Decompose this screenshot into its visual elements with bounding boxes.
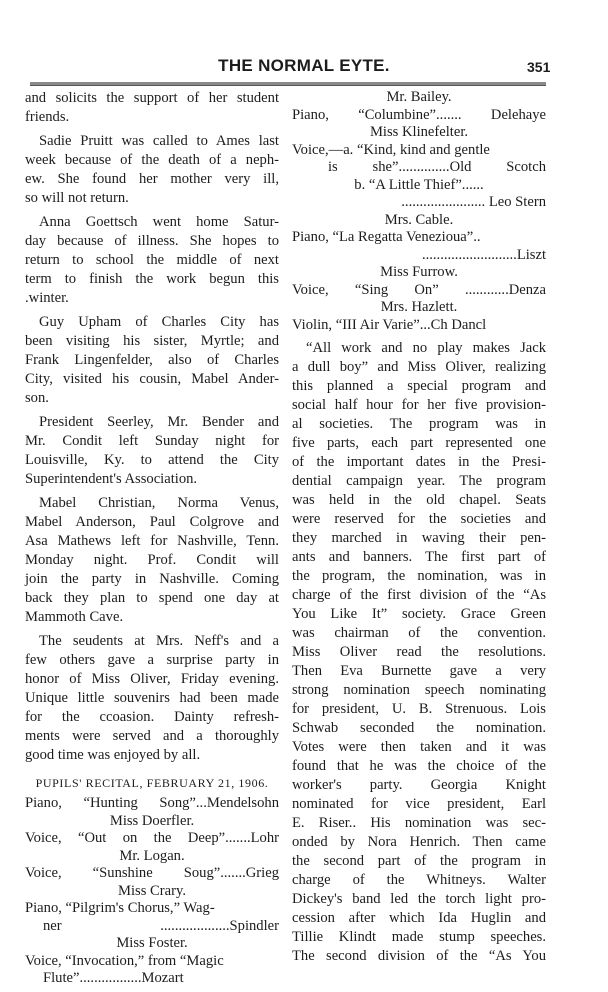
recital-heading: PUPILS' RECITAL, FEBRUARY 21, 1906. xyxy=(35,776,269,790)
text-line: they marched in waving their pen- xyxy=(292,530,546,546)
text-line: worker's party. Georgia Knight xyxy=(292,777,546,793)
text-line: Mabel Anderson, Paul Colgrove and xyxy=(25,514,279,530)
text-line: Dickey's band led the torch light pro- xyxy=(292,891,546,907)
text-line: was held in the old chapel. Seats xyxy=(292,492,546,508)
text-line: ew. She found her mother very ill, xyxy=(25,171,279,187)
text-line: .winter. xyxy=(25,290,69,306)
text-line: President Seerley, Mr. Bender and xyxy=(39,414,279,430)
text-line: Superintendent's Association. xyxy=(25,471,198,487)
text-line: the program, the nomination, was in xyxy=(292,568,546,584)
text-line: for president, U. B. Strenuous. Lois xyxy=(292,701,546,717)
text-line: for the ccoasion. Dainty refresh- xyxy=(25,709,279,725)
text-line: Then Eva Burnette gave a very xyxy=(292,663,546,679)
text-line: return to school the middle of next xyxy=(25,252,279,268)
paragraph xyxy=(25,632,279,765)
performer: Mr. Bailey. xyxy=(386,89,452,105)
program-item: Voice, “Invocation,” from “Magic xyxy=(25,952,224,969)
text-line: Miss Oliver read the resolutions. xyxy=(292,644,546,660)
text-line: Mr. Condit left Sunday night for xyxy=(25,433,279,449)
text-line: Sadie Pruitt was called to Ames last xyxy=(39,133,279,149)
text-line: good time was enjoyed by all. xyxy=(25,747,201,763)
text-line: E. Riser.. His nomination was sec- xyxy=(292,815,546,831)
text-line: was chairman of the convention. xyxy=(292,625,546,641)
program-item: Piano, “La Regatta Venezioua”.. xyxy=(292,229,481,245)
text-line: so will not return. xyxy=(25,190,129,206)
paragraph xyxy=(25,494,279,627)
performer: Miss Doerfler. xyxy=(109,812,195,829)
text-line: Votes were then taken and it was xyxy=(292,739,546,755)
text-line: Unique little souvenirs had been made xyxy=(25,690,279,706)
text-line: strong nomination speech nominating xyxy=(292,682,546,698)
performer: Miss Furrow. xyxy=(380,264,458,280)
text-line: nominated for vice president, Earl xyxy=(292,796,546,812)
text-line: were reserved for the societies and xyxy=(292,511,546,527)
page-number: 351 xyxy=(527,59,551,75)
text-line: social half hour for her five provision- xyxy=(292,397,546,413)
text-line: five parts, each part represented one xyxy=(292,435,546,451)
program-item: Voice,—a. “Kind, kind and gentle xyxy=(292,141,490,158)
text-line: cession after which Ida Huglin and xyxy=(292,910,546,926)
text-line: Schwab seconded the nomination. xyxy=(292,720,546,736)
text-line: You Like It” society. Grace Green xyxy=(292,606,546,622)
text-line: ants and banners. The first part of xyxy=(292,549,546,565)
text-line: the second part of the program in xyxy=(292,853,546,869)
program-item: ner ...................Spindler xyxy=(43,917,279,934)
text-line: Anna Goettsch went home Satur- xyxy=(39,214,279,230)
text-line: charge of the first division of the “As xyxy=(292,587,546,603)
program-item: Voice, “Sing On” ............Denza xyxy=(292,281,546,298)
text-line: Mammoth Cave. xyxy=(25,609,124,625)
performer: Miss Klinefelter. xyxy=(369,124,469,140)
program-item: Piano, “Pilgrim's Chorus,” Wag- xyxy=(25,900,215,916)
text-line: Mabel Christian, Norma Venus, xyxy=(39,495,279,511)
program-item: Voice, “Out on the Deep”.......Lohr xyxy=(25,830,279,846)
program-item: Flute”.................Mozart xyxy=(43,970,184,986)
text-line: a dull boy” and Miss Oliver, realizing xyxy=(292,359,546,375)
text-line: The second division of the “As You xyxy=(292,948,546,964)
text-line: charge of the Whitneys. Walter xyxy=(292,872,546,888)
text-line: son. xyxy=(25,390,49,406)
text-line: Guy Upham of Charles City has xyxy=(39,314,279,330)
text-line: been visiting his sister, Myrtle; and xyxy=(25,333,279,349)
text-line: al societies. The program was in xyxy=(292,416,546,432)
text-line: week because of the death of a neph- xyxy=(25,152,279,168)
text-line: ments were served and a thoroughly xyxy=(25,728,279,744)
performer: Miss Foster. xyxy=(116,935,188,951)
paragraph xyxy=(25,413,279,489)
performer: Mrs. Cable. xyxy=(384,211,454,228)
text-line: The seudents at Mrs. Neff's and a xyxy=(39,633,279,649)
text-line: term to finish the work begun this xyxy=(25,271,279,287)
program-item: ..........................Liszt xyxy=(421,246,546,263)
text-line: found that he was the choice of the xyxy=(292,758,546,774)
performer: Miss Crary. xyxy=(118,882,186,899)
paragraph xyxy=(25,313,279,408)
program-item: b. “A Little Thief”...... xyxy=(354,176,484,193)
recital-program-continued xyxy=(292,89,546,334)
performer: Mr. Logan. xyxy=(119,847,185,864)
program-item: Piano, “Columbine”....... Delehaye xyxy=(292,106,546,123)
performer: Mrs. Hazlett. xyxy=(380,299,458,315)
text-line: this planned a special program and xyxy=(292,378,546,394)
journal-title: THE NORMAL EYTE. xyxy=(218,56,390,75)
right-column xyxy=(292,89,546,966)
paragraph xyxy=(292,339,546,966)
text-line: Asa Mathews left for Nashville, Tenn. xyxy=(25,533,279,549)
text-line: dential campaign year. The program xyxy=(292,473,546,489)
program-item: Piano, “Hunting Song”...Mendelsohn xyxy=(25,795,279,811)
text-line: City, visited his cousin, Mabel Ander- xyxy=(25,371,279,387)
text-line: Frank Lingenfelder, also of Charles xyxy=(25,352,279,368)
program-item: Voice, “Sunshine Soug”.......Grieg xyxy=(25,865,279,881)
text-line: and solicits the support of her student xyxy=(25,90,279,106)
text-line: join the party in Nashville. Coming xyxy=(25,571,279,587)
text-line: friends. xyxy=(25,109,70,125)
text-line: back they plan to spend one day at xyxy=(25,590,279,606)
left-column xyxy=(25,89,279,988)
text-line: of the important dates in the Presi- xyxy=(292,454,546,470)
paragraph xyxy=(25,89,279,127)
text-line: Louisville, Ky. to attend the City xyxy=(25,452,279,468)
paragraph xyxy=(25,213,279,308)
program-item: Violin, “III Air Varie”...Ch Dancl xyxy=(292,316,487,333)
paragraph xyxy=(25,132,279,208)
text-line: honor of Miss Oliver, Friday evening. xyxy=(25,671,279,687)
text-line: day because of illness. She hopes to xyxy=(25,233,279,249)
text-line: Monday night. Prof. Condit will xyxy=(25,552,279,568)
text-line: few others gave a surprise party in xyxy=(25,652,279,668)
text-line: “All work and no play makes Jack xyxy=(306,340,546,356)
text-line: Tillie Klindt made stump speeches. xyxy=(292,929,546,945)
text-line: onded by Nora Henrich. Then came xyxy=(292,834,546,850)
program-item: ....................... Leo Stern xyxy=(401,194,546,210)
recital-program xyxy=(25,795,279,988)
program-item: is she”..............Old Scotch xyxy=(328,159,546,175)
header-rule xyxy=(30,82,546,86)
